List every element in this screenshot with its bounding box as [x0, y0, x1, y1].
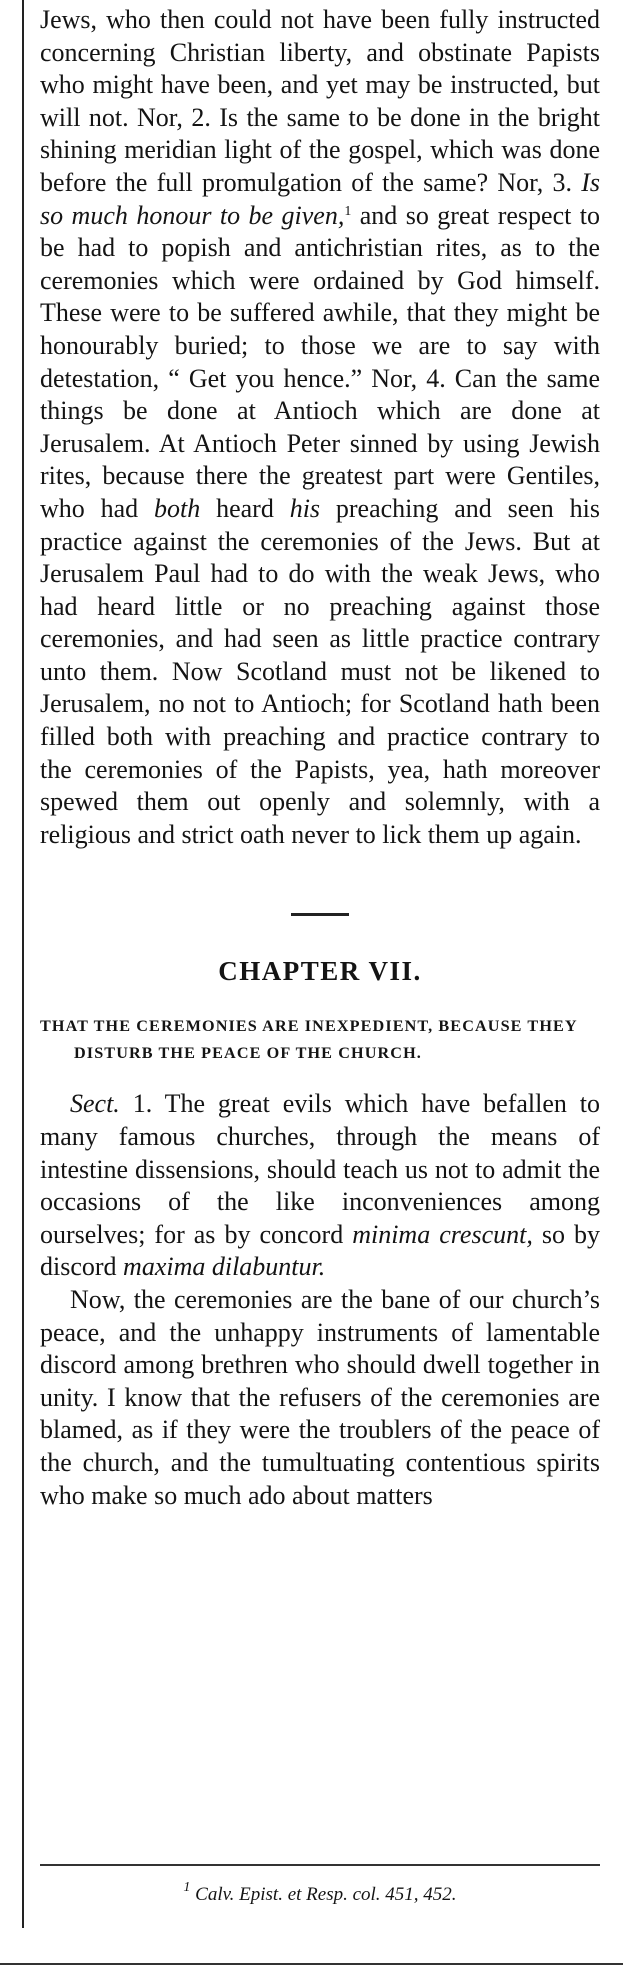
chapter-title: CHAPTER VII. [218, 956, 422, 987]
body-paragraph-1: Jews, who then could not have been fully instructed concerning Christian liberty, and obstinate Papists who might have been, and yet may be instructed, but will not. Nor, 2. Is the same to be done in the bright shining meridian light of the gospel, which was done before the full promulgation of the same? Nor, 3. Is so much honour to be given,$^1$ and so great respect to be had to popish and antichristian rites, as to the ceremonies which were ordained by God himself. These were to be suffered awhile, that they might be honourably buried; to those we are to say with detestation, “ Get you hence.” Nor, 4. Can the same things be done at Antioch which are done at Jerusalem. At Antioch Peter sinned by using Jewish rites, because there the greatest part were Gentiles, who had both heard his preaching and seen his practice against the ceremonies of the Jews. But at Jerusalem Paul had to do with the weak Jews, who had heard little or no preaching against those ceremonies, and had seen as little practice contrary unto them. Now Scotland must not be likened to Jerusalem, no not to Antioch; for Scotland hath been filled both with preaching and practice contrary to the ceremonies of the Papists, yea, hath moreover spewed them out openly and solemnly, with a religious and strict oath never to lick them up again. [40, 5, 600, 849]
section-separator [291, 913, 349, 916]
left-margin-rule [22, 0, 24, 1928]
section-1-paragraph: Sect. 1. The great evils which have befallen to many famous churches, through the means of intestine dissensions, should teach us not to admit the occasions of the like inconveniences among ourselves; for as by concord minima crescunt, so by discord maxima dilabuntur. [40, 1089, 600, 1282]
chapter-heading: THAT THE CEREMONIES ARE INEXPEDIENT, BECAUSE THEY DISTURB THE PEACE OF THE CHURCH. [40, 1017, 578, 1062]
footnote-rule [40, 1864, 600, 1866]
body-paragraph-3: Now, the ceremonies are the bane of our church’s peace, and the unhappy instruments of lamentable discord among brethren who should dwell together in unity. I know that the refusers of the ceremonies are blamed, as if they were the troublers of the peace of the church, and the tumultuating contentious spirits who make so much ado about matters [40, 1285, 600, 1510]
page [40, 4, 600, 1905]
page-bottom-rule [0, 1963, 623, 1965]
footnote: $^1$ Calv. Epist. et Resp. col. 451, 452. [183, 1880, 457, 1905]
footnote-ref: 1 [344, 203, 352, 219]
